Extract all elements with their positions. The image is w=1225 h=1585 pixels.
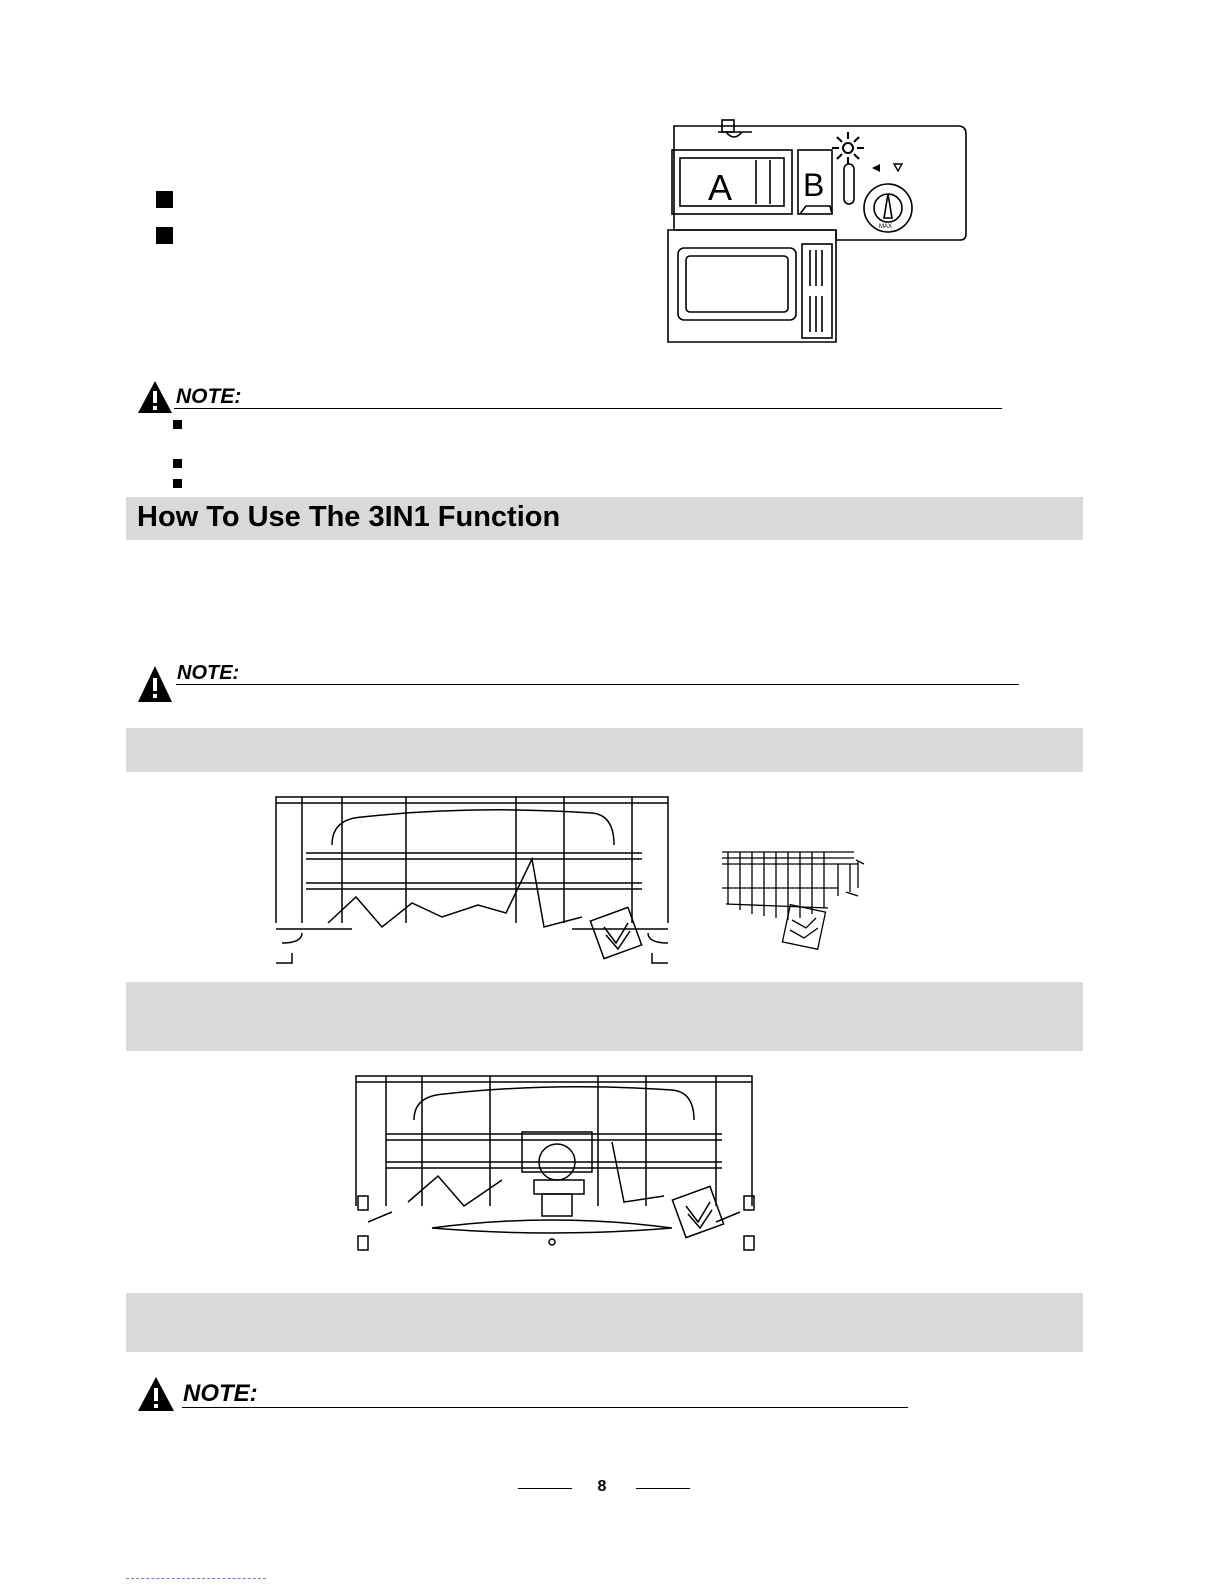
page-number: 8 xyxy=(597,1478,607,1495)
note-label: NOTE: xyxy=(177,662,240,684)
compartment-b-label: B xyxy=(803,167,825,203)
rack-spray-arm-illustration xyxy=(352,1072,756,1260)
note-underline xyxy=(176,684,1019,685)
bottom-margin-mark xyxy=(126,1578,266,1579)
upper-rack-illustration xyxy=(272,793,672,973)
note-underline xyxy=(174,408,1002,409)
note-label: NOTE: xyxy=(183,1380,258,1407)
note-label: NOTE: xyxy=(176,385,242,408)
bullet-square xyxy=(173,420,182,429)
section-heading-3in1 xyxy=(126,497,1083,540)
bullet-square xyxy=(173,479,182,488)
section-band-empty xyxy=(126,728,1083,772)
note-underline xyxy=(182,1407,908,1408)
dial-max-label: MAX xyxy=(879,224,893,230)
section-heading-text: How To Use The 3IN1 Function xyxy=(137,501,561,533)
footer-rule-right xyxy=(636,1488,690,1489)
footer-rule-left xyxy=(518,1488,572,1489)
compartment-a-label: A xyxy=(708,167,733,208)
warning-icon xyxy=(137,665,173,703)
section-band-empty xyxy=(126,982,1083,1051)
section-band-empty xyxy=(126,1293,1083,1352)
bullet-square xyxy=(173,459,182,468)
rack-adjuster-illustration xyxy=(718,848,868,950)
warning-icon xyxy=(137,380,173,414)
warning-icon xyxy=(137,1376,175,1412)
detergent-dispenser-illustration xyxy=(660,118,972,344)
bullet-square xyxy=(156,191,173,208)
bullet-square xyxy=(156,227,173,244)
